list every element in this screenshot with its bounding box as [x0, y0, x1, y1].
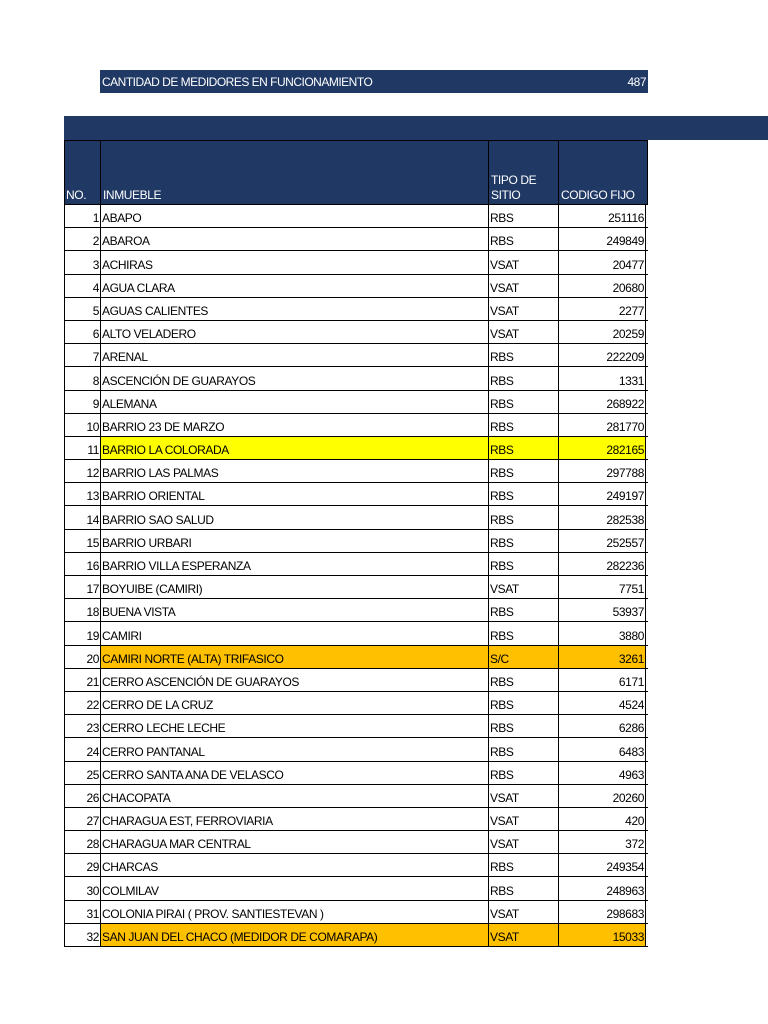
row-tipo: RBS: [488, 530, 558, 552]
row-codigo: 1331: [558, 367, 646, 389]
row-codigo: 248963: [558, 877, 646, 899]
table-row: [64, 506, 648, 529]
table-body: [64, 205, 648, 947]
row-inmueble: CHARAGUA EST, FERROVIARIA: [100, 808, 488, 830]
table-row: [64, 646, 648, 669]
table-row: [64, 460, 648, 483]
table-row: [64, 205, 648, 228]
row-number: 14: [64, 506, 100, 528]
row-number: 7: [64, 344, 100, 366]
table-row: [64, 599, 648, 622]
table-row: [64, 785, 648, 808]
row-codigo: 298683: [558, 901, 646, 923]
row-tipo: RBS: [488, 762, 558, 784]
row-tipo: VSAT: [488, 785, 558, 807]
table-row: [64, 669, 648, 692]
row-inmueble: BARRIO LA COLORADA: [100, 437, 488, 459]
header-inmueble: INMUEBLE: [101, 141, 489, 204]
table-row: [64, 251, 648, 274]
row-codigo: 6483: [558, 738, 646, 760]
row-tipo: RBS: [488, 877, 558, 899]
table-row: [64, 228, 648, 251]
row-inmueble: BARRIO 23 DE MARZO: [100, 414, 488, 436]
table-row: [64, 321, 648, 344]
row-tipo: RBS: [488, 669, 558, 691]
row-tipo: VSAT: [488, 251, 558, 273]
row-number: 27: [64, 808, 100, 830]
header-tipo-line1: TIPO DE: [491, 173, 537, 187]
row-inmueble: CERRO SANTA ANA DE VELASCO: [100, 762, 488, 784]
row-number: 24: [64, 738, 100, 760]
row-tipo: VSAT: [488, 831, 558, 853]
row-number: 8: [64, 367, 100, 389]
row-number: 25: [64, 762, 100, 784]
row-codigo: 268922: [558, 391, 646, 413]
table-row: [64, 738, 648, 761]
row-inmueble: CAMIRI NORTE (ALTA) TRIFASICO: [100, 646, 488, 668]
row-inmueble: BARRIO URBARI: [100, 530, 488, 552]
table-row: [64, 901, 648, 924]
table-row: [64, 483, 648, 506]
row-number: 3: [64, 251, 100, 273]
table-row: [64, 877, 648, 900]
row-tipo: RBS: [488, 599, 558, 621]
table-header: [64, 140, 648, 205]
row-tipo: VSAT: [488, 576, 558, 598]
row-number: 30: [64, 877, 100, 899]
row-number: 18: [64, 599, 100, 621]
row-codigo: 282236: [558, 553, 646, 575]
row-codigo: 6286: [558, 715, 646, 737]
row-codigo: 6171: [558, 669, 646, 691]
summary-bar: [100, 70, 648, 93]
row-inmueble: CERRO DE LA CRUZ: [100, 692, 488, 714]
row-codigo: 2277: [558, 298, 646, 320]
table-row: [64, 924, 648, 947]
table-row: [64, 854, 648, 877]
table-row: [64, 391, 648, 414]
table-row: [64, 437, 648, 460]
row-inmueble: CHACOPATA: [100, 785, 488, 807]
table-row: [64, 576, 648, 599]
row-number: 21: [64, 669, 100, 691]
table-row: [64, 344, 648, 367]
row-number: 2: [64, 228, 100, 250]
row-codigo: 4524: [558, 692, 646, 714]
table-row: [64, 692, 648, 715]
row-inmueble: BOYUIBE (CAMIRI): [100, 576, 488, 598]
row-number: 6: [64, 321, 100, 343]
row-codigo: 15033: [558, 924, 646, 946]
row-inmueble: COLMILAV: [100, 877, 488, 899]
row-inmueble: ASCENCIÓN DE GUARAYOS: [100, 367, 488, 389]
row-inmueble: BARRIO LAS PALMAS: [100, 460, 488, 482]
row-tipo: VSAT: [488, 808, 558, 830]
row-number: 23: [64, 715, 100, 737]
row-codigo: 222209: [558, 344, 646, 366]
table-row: [64, 530, 648, 553]
row-number: 10: [64, 414, 100, 436]
row-codigo: 372: [558, 831, 646, 853]
header-tipo: [489, 141, 559, 204]
row-tipo: RBS: [488, 738, 558, 760]
row-codigo: 20260: [558, 785, 646, 807]
row-tipo: RBS: [488, 553, 558, 575]
row-codigo: 20259: [558, 321, 646, 343]
row-tipo: RBS: [488, 391, 558, 413]
table-row: [64, 298, 648, 321]
row-number: 1: [64, 205, 100, 227]
row-inmueble: CHARCAS: [100, 854, 488, 876]
row-tipo: S/C: [488, 646, 558, 668]
row-number: 13: [64, 483, 100, 505]
row-codigo: 20680: [558, 275, 646, 297]
table-row: [64, 275, 648, 298]
row-number: 5: [64, 298, 100, 320]
row-codigo: 282165: [558, 437, 646, 459]
table-row: [64, 831, 648, 854]
row-tipo: RBS: [488, 460, 558, 482]
row-number: 15: [64, 530, 100, 552]
summary-label: CANTIDAD DE MEDIDORES EN FUNCIONAMIENTO: [102, 74, 373, 89]
row-number: 29: [64, 854, 100, 876]
row-number: 16: [64, 553, 100, 575]
row-tipo: RBS: [488, 715, 558, 737]
row-codigo: 249354: [558, 854, 646, 876]
header-tipo-line2: SITIO: [491, 188, 521, 202]
row-inmueble: CERRO PANTANAL: [100, 738, 488, 760]
row-tipo: VSAT: [488, 298, 558, 320]
row-tipo: RBS: [488, 205, 558, 227]
row-codigo: 3880: [558, 622, 646, 644]
row-inmueble: CERRO LECHE LECHE: [100, 715, 488, 737]
row-inmueble: ACHIRAS: [100, 251, 488, 273]
row-codigo: 420: [558, 808, 646, 830]
header-codigo: CODIGO FIJO: [561, 188, 635, 202]
row-codigo: 297788: [558, 460, 646, 482]
table-row: [64, 414, 648, 437]
row-inmueble: CHARAGUA MAR CENTRAL: [100, 831, 488, 853]
row-codigo: 282538: [558, 506, 646, 528]
row-codigo: 53937: [558, 599, 646, 621]
row-codigo: 20477: [558, 251, 646, 273]
row-codigo: 4963: [558, 762, 646, 784]
row-codigo: 249197: [558, 483, 646, 505]
row-number: 12: [64, 460, 100, 482]
row-number: 17: [64, 576, 100, 598]
row-tipo: RBS: [488, 692, 558, 714]
row-tipo: VSAT: [488, 275, 558, 297]
row-inmueble: BARRIO ORIENTAL: [100, 483, 488, 505]
summary-value: 487: [627, 74, 646, 89]
row-number: 32: [64, 924, 100, 946]
row-inmueble: SAN JUAN DEL CHACO (MEDIDOR DE COMARAPA): [100, 924, 488, 946]
row-inmueble: BARRIO SAO SALUD: [100, 506, 488, 528]
row-codigo: 249849: [558, 228, 646, 250]
row-inmueble: ALTO VELADERO: [100, 321, 488, 343]
row-tipo: RBS: [488, 854, 558, 876]
header-band: [64, 116, 768, 140]
row-tipo: RBS: [488, 414, 558, 436]
row-tipo: RBS: [488, 367, 558, 389]
row-inmueble: BARRIO VILLA ESPERANZA: [100, 553, 488, 575]
row-number: 4: [64, 275, 100, 297]
row-tipo: RBS: [488, 437, 558, 459]
table-row: [64, 367, 648, 390]
table-row: [64, 762, 648, 785]
row-inmueble: COLONIA PIRAI ( PROV. SANTIESTEVAN ): [100, 901, 488, 923]
row-number: 9: [64, 391, 100, 413]
row-codigo: 7751: [558, 576, 646, 598]
row-tipo: RBS: [488, 506, 558, 528]
table-row: [64, 622, 648, 645]
row-inmueble: BUENA VISTA: [100, 599, 488, 621]
row-inmueble: CERRO ASCENCIÓN DE GUARAYOS: [100, 669, 488, 691]
row-tipo: RBS: [488, 228, 558, 250]
table-row: [64, 715, 648, 738]
row-tipo: VSAT: [488, 321, 558, 343]
row-tipo: RBS: [488, 622, 558, 644]
row-number: 20: [64, 646, 100, 668]
row-number: 31: [64, 901, 100, 923]
row-inmueble: AGUA CLARA: [100, 275, 488, 297]
row-tipo: VSAT: [488, 901, 558, 923]
row-number: 11: [64, 437, 100, 459]
row-inmueble: ALEMANA: [100, 391, 488, 413]
row-codigo: 252557: [558, 530, 646, 552]
row-number: 22: [64, 692, 100, 714]
header-no: NO.: [65, 141, 101, 204]
row-tipo: RBS: [488, 483, 558, 505]
row-tipo: VSAT: [488, 924, 558, 946]
row-inmueble: CAMIRI: [100, 622, 488, 644]
row-codigo: 251116: [558, 205, 646, 227]
row-inmueble: ABAROA: [100, 228, 488, 250]
row-number: 26: [64, 785, 100, 807]
table-row: [64, 553, 648, 576]
row-inmueble: ABAPO: [100, 205, 488, 227]
row-inmueble: ARENAL: [100, 344, 488, 366]
row-codigo: 281770: [558, 414, 646, 436]
table-row: [64, 808, 648, 831]
row-inmueble: AGUAS CALIENTES: [100, 298, 488, 320]
row-tipo: RBS: [488, 344, 558, 366]
row-codigo: 3261: [558, 646, 646, 668]
row-number: 19: [64, 622, 100, 644]
row-number: 28: [64, 831, 100, 853]
